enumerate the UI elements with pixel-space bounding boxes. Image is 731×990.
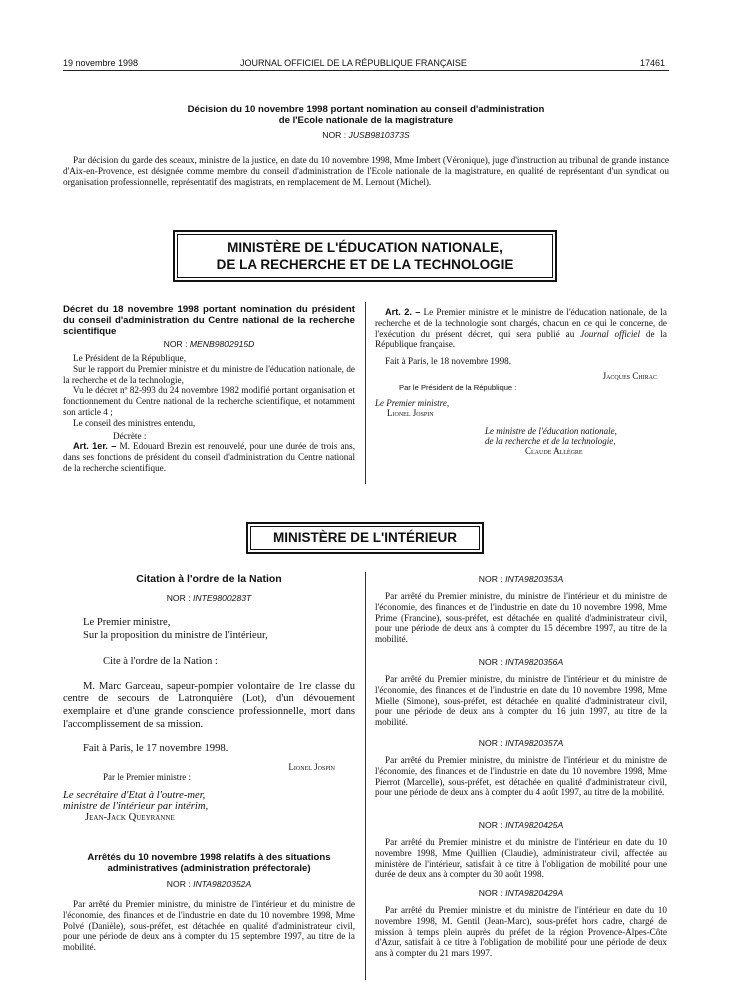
cnrs-p1: Le Président de la République,: [73, 353, 187, 363]
ministry-interior-heading: MINISTÈRE DE L'INTÉRIEUR: [250, 526, 480, 550]
nor-label: NOR :: [322, 130, 347, 140]
arretes-body: [63, 899, 355, 953]
ministry-education-heading: [177, 234, 553, 278]
header-rule: [63, 70, 669, 71]
arretes-title-line1: Arrêtés du 10 novembre 1998 relatifs à des situations: [87, 852, 331, 863]
arretes-nor: [63, 879, 355, 889]
cnrs-fait: [375, 356, 667, 367]
nor-code: INTE9800283T: [192, 593, 252, 603]
citation-signer: Lionel Jospin: [288, 761, 335, 772]
justice-title-line1: Décision du 10 novembre 1998 portant nomination au conseil d'administration: [187, 104, 545, 115]
entry-nor: [375, 574, 667, 584]
entry-nor: [375, 888, 667, 898]
cnrs-decree-right: [375, 307, 667, 456]
entry: [375, 657, 667, 738]
arretes-title: [63, 852, 355, 874]
entry-paragraph: Par arrêté du Premier ministre, du ministre de l'intérieur et du ministre de l'économie, des finances et de l'industrie en date du 10 novembre 1998, Mme Mielle (Simone), sous-préfet, est détachée en qualité d'administrateur civil, pour une période de deux ans à compter du 16 juin 1997, au titre de la mobilité.: [375, 674, 667, 728]
nor-code: INTA9820352A: [193, 879, 252, 889]
ministry-education-line2: DE LA RECHERCHE ET DE LA TECHNOLOGIE: [216, 257, 514, 272]
entry-paragraph: Par arrêté du Premier ministre, du ministre de l'intérieur et du ministre de l'économie, des finances et de l'industrie en date du 10 novembre 1998, Mme Pierrot (Marcelle), sous-préfet, est détachée en qualité d'administrateur civil, pour une période de deux ans à compter du 4 août 1997, au titre de la mobilité.: [375, 755, 667, 798]
nor-code: MENB9802915D: [189, 339, 255, 349]
entry-nor: [375, 820, 667, 830]
entry-text: [375, 905, 667, 959]
minister-name: Claude Allègre: [525, 445, 583, 456]
nor-label: NOR :: [478, 738, 503, 748]
justice-paragraph: Par décision du garde des sceaux, ministre de la justice, en date du 10 novembre 1998, Mme Imbert (Véronique), juge d'instruction au tribunal de grande instance d'Aix-en-Provence, est désignée comme membre du conseil d'administration de l'Ecole nationale de la magistrature, en qualité de représentant d'un syndicat ou organisation professionnelle, représentatif des magistrats, en remplacement de M. Lernout (Michel).: [63, 155, 669, 187]
signer-name: Jacques Chirac: [602, 370, 657, 381]
entry-text: [375, 591, 667, 645]
minister-title-line1: Le ministre de l'éducation nationale,: [485, 425, 617, 436]
pm-name: Lionel Jospin: [387, 407, 434, 418]
citation-section: [63, 574, 355, 823]
article2-journal: Journal officiel: [580, 328, 641, 339]
nor-code: INTA9820425A: [505, 820, 564, 830]
entry-nor: [375, 738, 667, 748]
nor-code: INTA9820356A: [505, 657, 564, 667]
article1-label: Art. 1er. –: [73, 441, 117, 452]
entry-paragraph: Par arrêté du Premier ministre et du ministre de l'intérieur en date du 10 novembre 1998, M. Gentil (Jean-Marc), sous-préfet hors cadre, chargé de mission à temps plein auprès du préfet de la région Provence-Alpes-Côte d'Azur, satisfait à ce titre à l'obligation de mobilité pour une période de deux ans à compter du 21 mars 1997.: [375, 905, 667, 959]
cnrs-decree-title: Décret du 18 novembre 1998 portant nomination du président du conseil d'administration du Centre national de la recherche scientifique: [63, 304, 355, 337]
nor-code: INTA9820353A: [505, 574, 564, 584]
minister-title-line2: de la recherche et de la technologie,: [485, 435, 616, 446]
cnrs-article2: [375, 307, 667, 350]
par-le-premier-ministre: Par le Premier ministre :: [103, 771, 191, 782]
entry-text: [375, 755, 667, 798]
article2-text: Le Premier ministre et le ministre de l'éducation nationale, de la recherche et de la technologie sont chargés, chacun en ce qui le concerne, de l'exécution du présent décret, qui sera publié au: [375, 307, 668, 339]
ministry-education-box: [173, 230, 557, 282]
nor-label: NOR :: [478, 888, 503, 898]
entry-text: [375, 674, 667, 728]
entry: [375, 820, 667, 888]
arretes-paragraph: Par arrêté du Premier ministre, du ministre de l'intérieur et du ministre de l'économie, des finances et de l'industrie en date du 10 novembre 1998, Mme Polvé (Danièle), sous-préfet, est détachée en qualité d'administrateur civil, pour une période de deux ans à compter du 15 septembre 1997, au titre de la mobilité.: [63, 899, 355, 953]
cnrs-body: [63, 353, 355, 474]
entry: [375, 574, 667, 657]
citation-nor: [63, 593, 355, 603]
secretary-name: Jean-Jack Queyranne: [85, 811, 175, 823]
cnrs-decree-left: [63, 304, 355, 474]
justice-text: [63, 155, 669, 187]
nor-label: NOR :: [166, 879, 191, 889]
ministry-interior-box: [246, 522, 484, 554]
article1-text: M. Edouard Brezin est renouvelé, pour une durée de trois ans, dans ses fonctions de président du conseil d'administration du Centre national de la recherche scientifique.: [63, 441, 355, 473]
nor-code: INTA9820429A: [505, 888, 564, 898]
nor-label: NOR :: [478, 657, 503, 667]
citation-fait: Fait à Paris, le 17 novembre 1998.: [83, 743, 229, 755]
cnrs-p2: Sur le rapport du Premier ministre et du ministre de l'éducation nationale, de la recherche et de la technologie,: [63, 363, 355, 385]
entry-paragraph: Par arrêté du Premier ministre, du ministre de l'intérieur et du ministre de l'économie, des finances et de l'industrie en date du 10 novembre 1998, Mme Prime (Francine), sous-préfet, est détachée en qualité d'administrateur civil, pour une période de deux ans à compter du 15 décembre 1997, au titre de la mobilité.: [375, 591, 667, 645]
nor-label: NOR :: [478, 574, 503, 584]
citation-p3: Cite à l'ordre de la Nation :: [103, 656, 218, 668]
ministry-education-line1: MINISTÈRE DE L'ÉDUCATION NATIONALE,: [227, 240, 503, 255]
cnrs-article1: [63, 441, 355, 473]
arretes-title-line2: administratives (administration préfectorale): [107, 863, 311, 874]
entry: [375, 738, 667, 820]
citation-title: Citation à l'ordre de la Nation: [136, 573, 282, 585]
entry: [375, 888, 667, 959]
secretary-title-line2: ministre de l'intérieur par intérim,: [63, 800, 209, 812]
entry-text: [375, 837, 667, 880]
citation-p4: M. Marc Garceau, sapeur-pompier volontaire de 1re classe du centre de secours de Latronquière (Lot), d'un dévouement exemplaire et d'une grande conscience professionnelle, mort dans l'accomplissement de sa mission.: [63, 680, 355, 730]
column-divider-top: [365, 302, 366, 484]
nor-label: NOR :: [163, 339, 188, 349]
citation-p2: Sur la proposition du ministre de l'intérieur,: [83, 629, 268, 641]
cnrs-nor: [63, 339, 355, 349]
justice-nor: [63, 130, 669, 140]
entry-nor: [375, 657, 667, 667]
secretary-title-line1: Le secrétaire d'Etat à l'outre-mer,: [63, 789, 206, 801]
journal-title: JOURNAL OFFICIEL DE LA RÉPUBLIQUE FRANÇAISE: [240, 58, 467, 68]
cnrs-p3: Vu le décret nº 82-993 du 24 novembre 1982 modifié portant organisation et fonctionnement du Centre national de la recherche scientifique, et notamment son article 4 ;: [63, 385, 355, 417]
nor-code: JUSB9810373S: [348, 130, 410, 140]
par-le-president: Par le Président de la République :: [399, 382, 517, 392]
nor-code: INTA9820357A: [505, 738, 564, 748]
citation-p1: Le Premier ministre,: [83, 617, 171, 628]
cnrs-decrete: Décrète :: [113, 430, 147, 441]
column-divider-bottom: [365, 572, 366, 980]
pm-title: Le Premier ministre,: [375, 397, 450, 408]
article2-label: Art. 2. –: [385, 307, 421, 317]
header-date: 19 novembre 1998: [63, 58, 139, 68]
article2-end: de la République française.: [375, 328, 668, 350]
entry-paragraph: Par arrêté du Premier ministre et du ministre de l'intérieur en date du 10 novembre 1998, Mme Quillien (Claudie), administrateur civil, affectée au ministère de l'intérieur, satisfait à ce titre à l'obligation de mobilité pour une durée de deux ans à compter du 30 août 1998.: [375, 837, 667, 880]
nor-label: NOR :: [166, 593, 191, 603]
justice-title: [63, 104, 669, 126]
justice-title-line2: de l'Ecole nationale de la magistrature: [278, 115, 454, 126]
citation-body: [63, 617, 355, 756]
arretes-section: [63, 852, 355, 953]
fait-a-paris: Fait à Paris, le 18 novembre 1998.: [385, 356, 512, 367]
page-number: 17461: [640, 58, 666, 68]
cnrs-p4: Le conseil des ministres entendu,: [73, 417, 196, 428]
right-entries: [375, 574, 667, 959]
nor-label: NOR :: [478, 820, 503, 830]
